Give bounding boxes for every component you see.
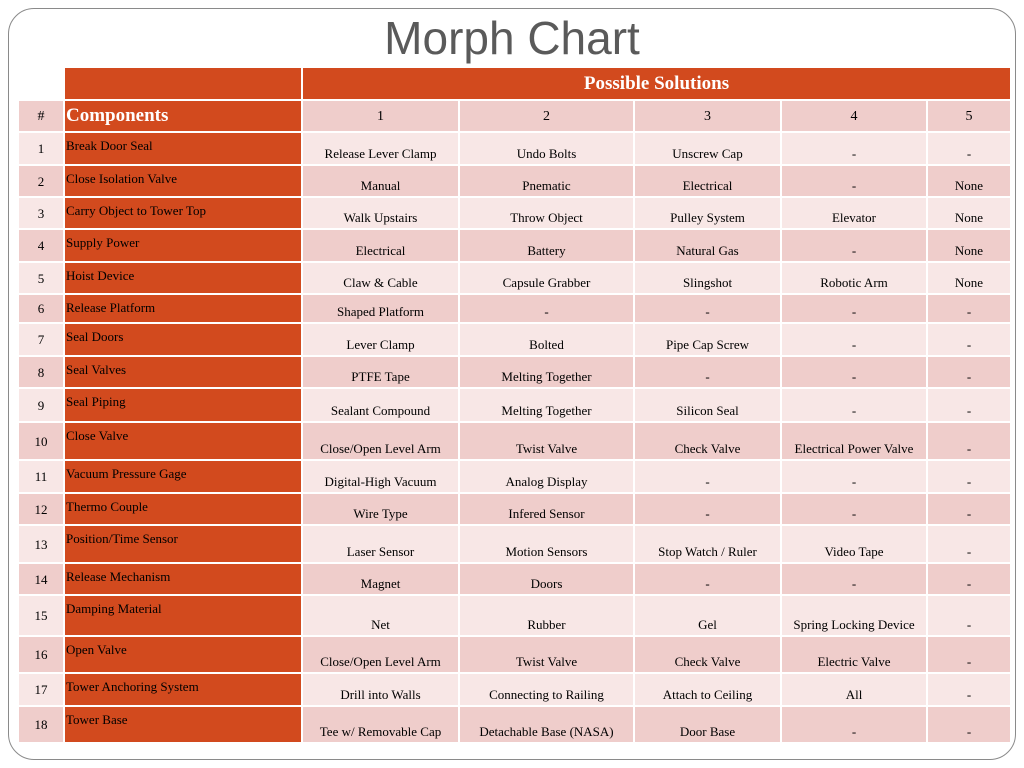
solution-cell: - xyxy=(781,323,927,356)
solution-cell: Motion Sensors xyxy=(459,525,634,563)
row-number: 2 xyxy=(18,165,64,197)
component-name: Release Platform xyxy=(64,294,302,323)
solution-cell: Melting Together xyxy=(459,388,634,422)
number-column-header: # xyxy=(18,100,64,132)
solution-cell: - xyxy=(927,388,1011,422)
solution-cell: Door Base xyxy=(634,706,781,743)
solution-cell: Electrical xyxy=(634,165,781,197)
solution-cell: Net xyxy=(302,595,459,636)
solution-cell: Robotic Arm xyxy=(781,262,927,294)
solution-column-header: 1 xyxy=(302,100,459,132)
slide-title: Morph Chart xyxy=(384,12,640,64)
solution-cell: - xyxy=(927,460,1011,493)
component-name: Tower Base xyxy=(64,706,302,743)
table-row xyxy=(18,262,1011,294)
solution-cell: Laser Sensor xyxy=(302,525,459,563)
solution-cell: - xyxy=(634,563,781,595)
row-number: 12 xyxy=(18,493,64,525)
component-name: Open Valve xyxy=(64,636,302,673)
row-number: 10 xyxy=(18,422,64,460)
solution-cell: Silicon Seal xyxy=(634,388,781,422)
table-row xyxy=(18,356,1011,388)
solution-cell: - xyxy=(927,132,1011,165)
table-row xyxy=(18,132,1011,165)
row-number: 11 xyxy=(18,460,64,493)
solution-cell: - xyxy=(927,525,1011,563)
table-row xyxy=(18,388,1011,422)
solution-cell: - xyxy=(634,356,781,388)
solution-cell: - xyxy=(927,323,1011,356)
solution-cell: Twist Valve xyxy=(459,422,634,460)
row-number: 13 xyxy=(18,525,64,563)
solution-cell: - xyxy=(781,388,927,422)
component-name: Hoist Device xyxy=(64,262,302,294)
row-number: 16 xyxy=(18,636,64,673)
component-name: Break Door Seal xyxy=(64,132,302,165)
row-number: 1 xyxy=(18,132,64,165)
header-row-top xyxy=(18,67,1011,100)
solution-column-header: 4 xyxy=(781,100,927,132)
solution-cell: Rubber xyxy=(459,595,634,636)
solution-cell: Sealant Compound xyxy=(302,388,459,422)
row-number: 8 xyxy=(18,356,64,388)
table-row xyxy=(18,563,1011,595)
solution-cell: - xyxy=(781,229,927,262)
solution-cell: - xyxy=(781,706,927,743)
solution-cell: - xyxy=(459,294,634,323)
solution-cell: Stop Watch / Ruler xyxy=(634,525,781,563)
possible-solutions-header: Possible Solutions xyxy=(302,67,1011,100)
solution-cell: - xyxy=(781,132,927,165)
row-number: 3 xyxy=(18,197,64,229)
component-name: Thermo Couple xyxy=(64,493,302,525)
solution-cell: Infered Sensor xyxy=(459,493,634,525)
solution-cell: Unscrew Cap xyxy=(634,132,781,165)
component-name: Carry Object to Tower Top xyxy=(64,197,302,229)
solution-cell: - xyxy=(927,673,1011,706)
solution-cell: - xyxy=(781,460,927,493)
solution-column-header: 2 xyxy=(459,100,634,132)
component-name: Vacuum Pressure Gage xyxy=(64,460,302,493)
solution-cell: - xyxy=(634,493,781,525)
solution-cell: Battery xyxy=(459,229,634,262)
solution-cell: Elevator xyxy=(781,197,927,229)
table-row xyxy=(18,229,1011,262)
header-blank-cell xyxy=(18,67,64,100)
table-row xyxy=(18,595,1011,636)
solution-cell: Digital-High Vacuum xyxy=(302,460,459,493)
solution-cell: - xyxy=(781,165,927,197)
solution-cell: Pipe Cap Screw xyxy=(634,323,781,356)
solution-cell: Shaped Platform xyxy=(302,294,459,323)
component-name: Tower Anchoring System xyxy=(64,673,302,706)
solution-cell: Spring Locking Device xyxy=(781,595,927,636)
solution-cell: Manual xyxy=(302,165,459,197)
row-number: 17 xyxy=(18,673,64,706)
solution-cell: Walk Upstairs xyxy=(302,197,459,229)
header-components-spacer xyxy=(64,67,302,100)
solution-cell: - xyxy=(927,563,1011,595)
solution-cell: Magnet xyxy=(302,563,459,595)
solution-cell: Wire Type xyxy=(302,493,459,525)
solution-cell: Electrical Power Valve xyxy=(781,422,927,460)
table-row xyxy=(18,636,1011,673)
solution-cell: - xyxy=(634,460,781,493)
component-name: Position/Time Sensor xyxy=(64,525,302,563)
solution-cell: - xyxy=(781,493,927,525)
row-number: 9 xyxy=(18,388,64,422)
row-number: 5 xyxy=(18,262,64,294)
component-name: Seal Piping xyxy=(64,388,302,422)
solution-cell: None xyxy=(927,165,1011,197)
solution-cell: Lever Clamp xyxy=(302,323,459,356)
solution-cell: Twist Valve xyxy=(459,636,634,673)
solution-cell: - xyxy=(927,595,1011,636)
solution-cell: Melting Together xyxy=(459,356,634,388)
table-row xyxy=(18,323,1011,356)
table-row xyxy=(18,673,1011,706)
solution-cell: Electrical xyxy=(302,229,459,262)
solution-column-header: 5 xyxy=(927,100,1011,132)
solution-cell: - xyxy=(927,422,1011,460)
solution-cell: None xyxy=(927,197,1011,229)
component-name: Seal Valves xyxy=(64,356,302,388)
solution-column-header: 3 xyxy=(634,100,781,132)
table-row xyxy=(18,493,1011,525)
row-number: 14 xyxy=(18,563,64,595)
solution-cell: Attach to Ceiling xyxy=(634,673,781,706)
solution-cell: - xyxy=(781,563,927,595)
solution-cell: Tee w/ Removable Cap xyxy=(302,706,459,743)
solution-cell: Slingshot xyxy=(634,262,781,294)
table-row xyxy=(18,165,1011,197)
solution-cell: Gel xyxy=(634,595,781,636)
solution-cell: - xyxy=(927,356,1011,388)
component-name: Close Valve xyxy=(64,422,302,460)
row-number: 15 xyxy=(18,595,64,636)
solution-cell: Release Lever Clamp xyxy=(302,132,459,165)
solution-cell: Capsule Grabber xyxy=(459,262,634,294)
components-column-header: Components xyxy=(64,100,302,132)
component-name: Release Mechanism xyxy=(64,563,302,595)
solution-cell: Undo Bolts xyxy=(459,132,634,165)
table-row xyxy=(18,525,1011,563)
table-row xyxy=(18,706,1011,743)
solution-cell: - xyxy=(927,636,1011,673)
component-name: Close Isolation Valve xyxy=(64,165,302,197)
solution-cell: Natural Gas xyxy=(634,229,781,262)
component-name: Supply Power xyxy=(64,229,302,262)
component-name: Seal Doors xyxy=(64,323,302,356)
component-name: Damping Material xyxy=(64,595,302,636)
solution-cell: Close/Open Level Arm xyxy=(302,636,459,673)
solution-cell: Doors xyxy=(459,563,634,595)
solution-cell: Connecting to Railing xyxy=(459,673,634,706)
row-number: 4 xyxy=(18,229,64,262)
solution-cell: Close/Open Level Arm xyxy=(302,422,459,460)
solution-cell: Check Valve xyxy=(634,422,781,460)
row-number: 6 xyxy=(18,294,64,323)
solution-cell: Electric Valve xyxy=(781,636,927,673)
solution-cell: Pulley System xyxy=(634,197,781,229)
morph-chart-table xyxy=(17,66,1012,744)
solution-cell: None xyxy=(927,229,1011,262)
solution-cell: None xyxy=(927,262,1011,294)
solution-cell: - xyxy=(927,706,1011,743)
table-row xyxy=(18,197,1011,229)
solution-cell: - xyxy=(781,356,927,388)
table-row xyxy=(18,294,1011,323)
row-number: 18 xyxy=(18,706,64,743)
table-row xyxy=(18,460,1011,493)
solution-cell: Check Valve xyxy=(634,636,781,673)
solution-cell: Pnematic xyxy=(459,165,634,197)
table-row xyxy=(18,422,1011,460)
solution-cell: Throw Object xyxy=(459,197,634,229)
solution-cell: - xyxy=(927,493,1011,525)
solution-cell: Bolted xyxy=(459,323,634,356)
solution-cell: Drill into Walls xyxy=(302,673,459,706)
solution-cell: - xyxy=(927,294,1011,323)
solution-cell: PTFE Tape xyxy=(302,356,459,388)
solution-cell: Detachable Base (NASA) xyxy=(459,706,634,743)
solution-cell: All xyxy=(781,673,927,706)
solution-cell: Analog Display xyxy=(459,460,634,493)
row-number: 7 xyxy=(18,323,64,356)
solution-cell: - xyxy=(634,294,781,323)
solution-cell: Video Tape xyxy=(781,525,927,563)
solution-cell: - xyxy=(781,294,927,323)
header-row-columns xyxy=(18,100,1011,132)
solution-cell: Claw & Cable xyxy=(302,262,459,294)
